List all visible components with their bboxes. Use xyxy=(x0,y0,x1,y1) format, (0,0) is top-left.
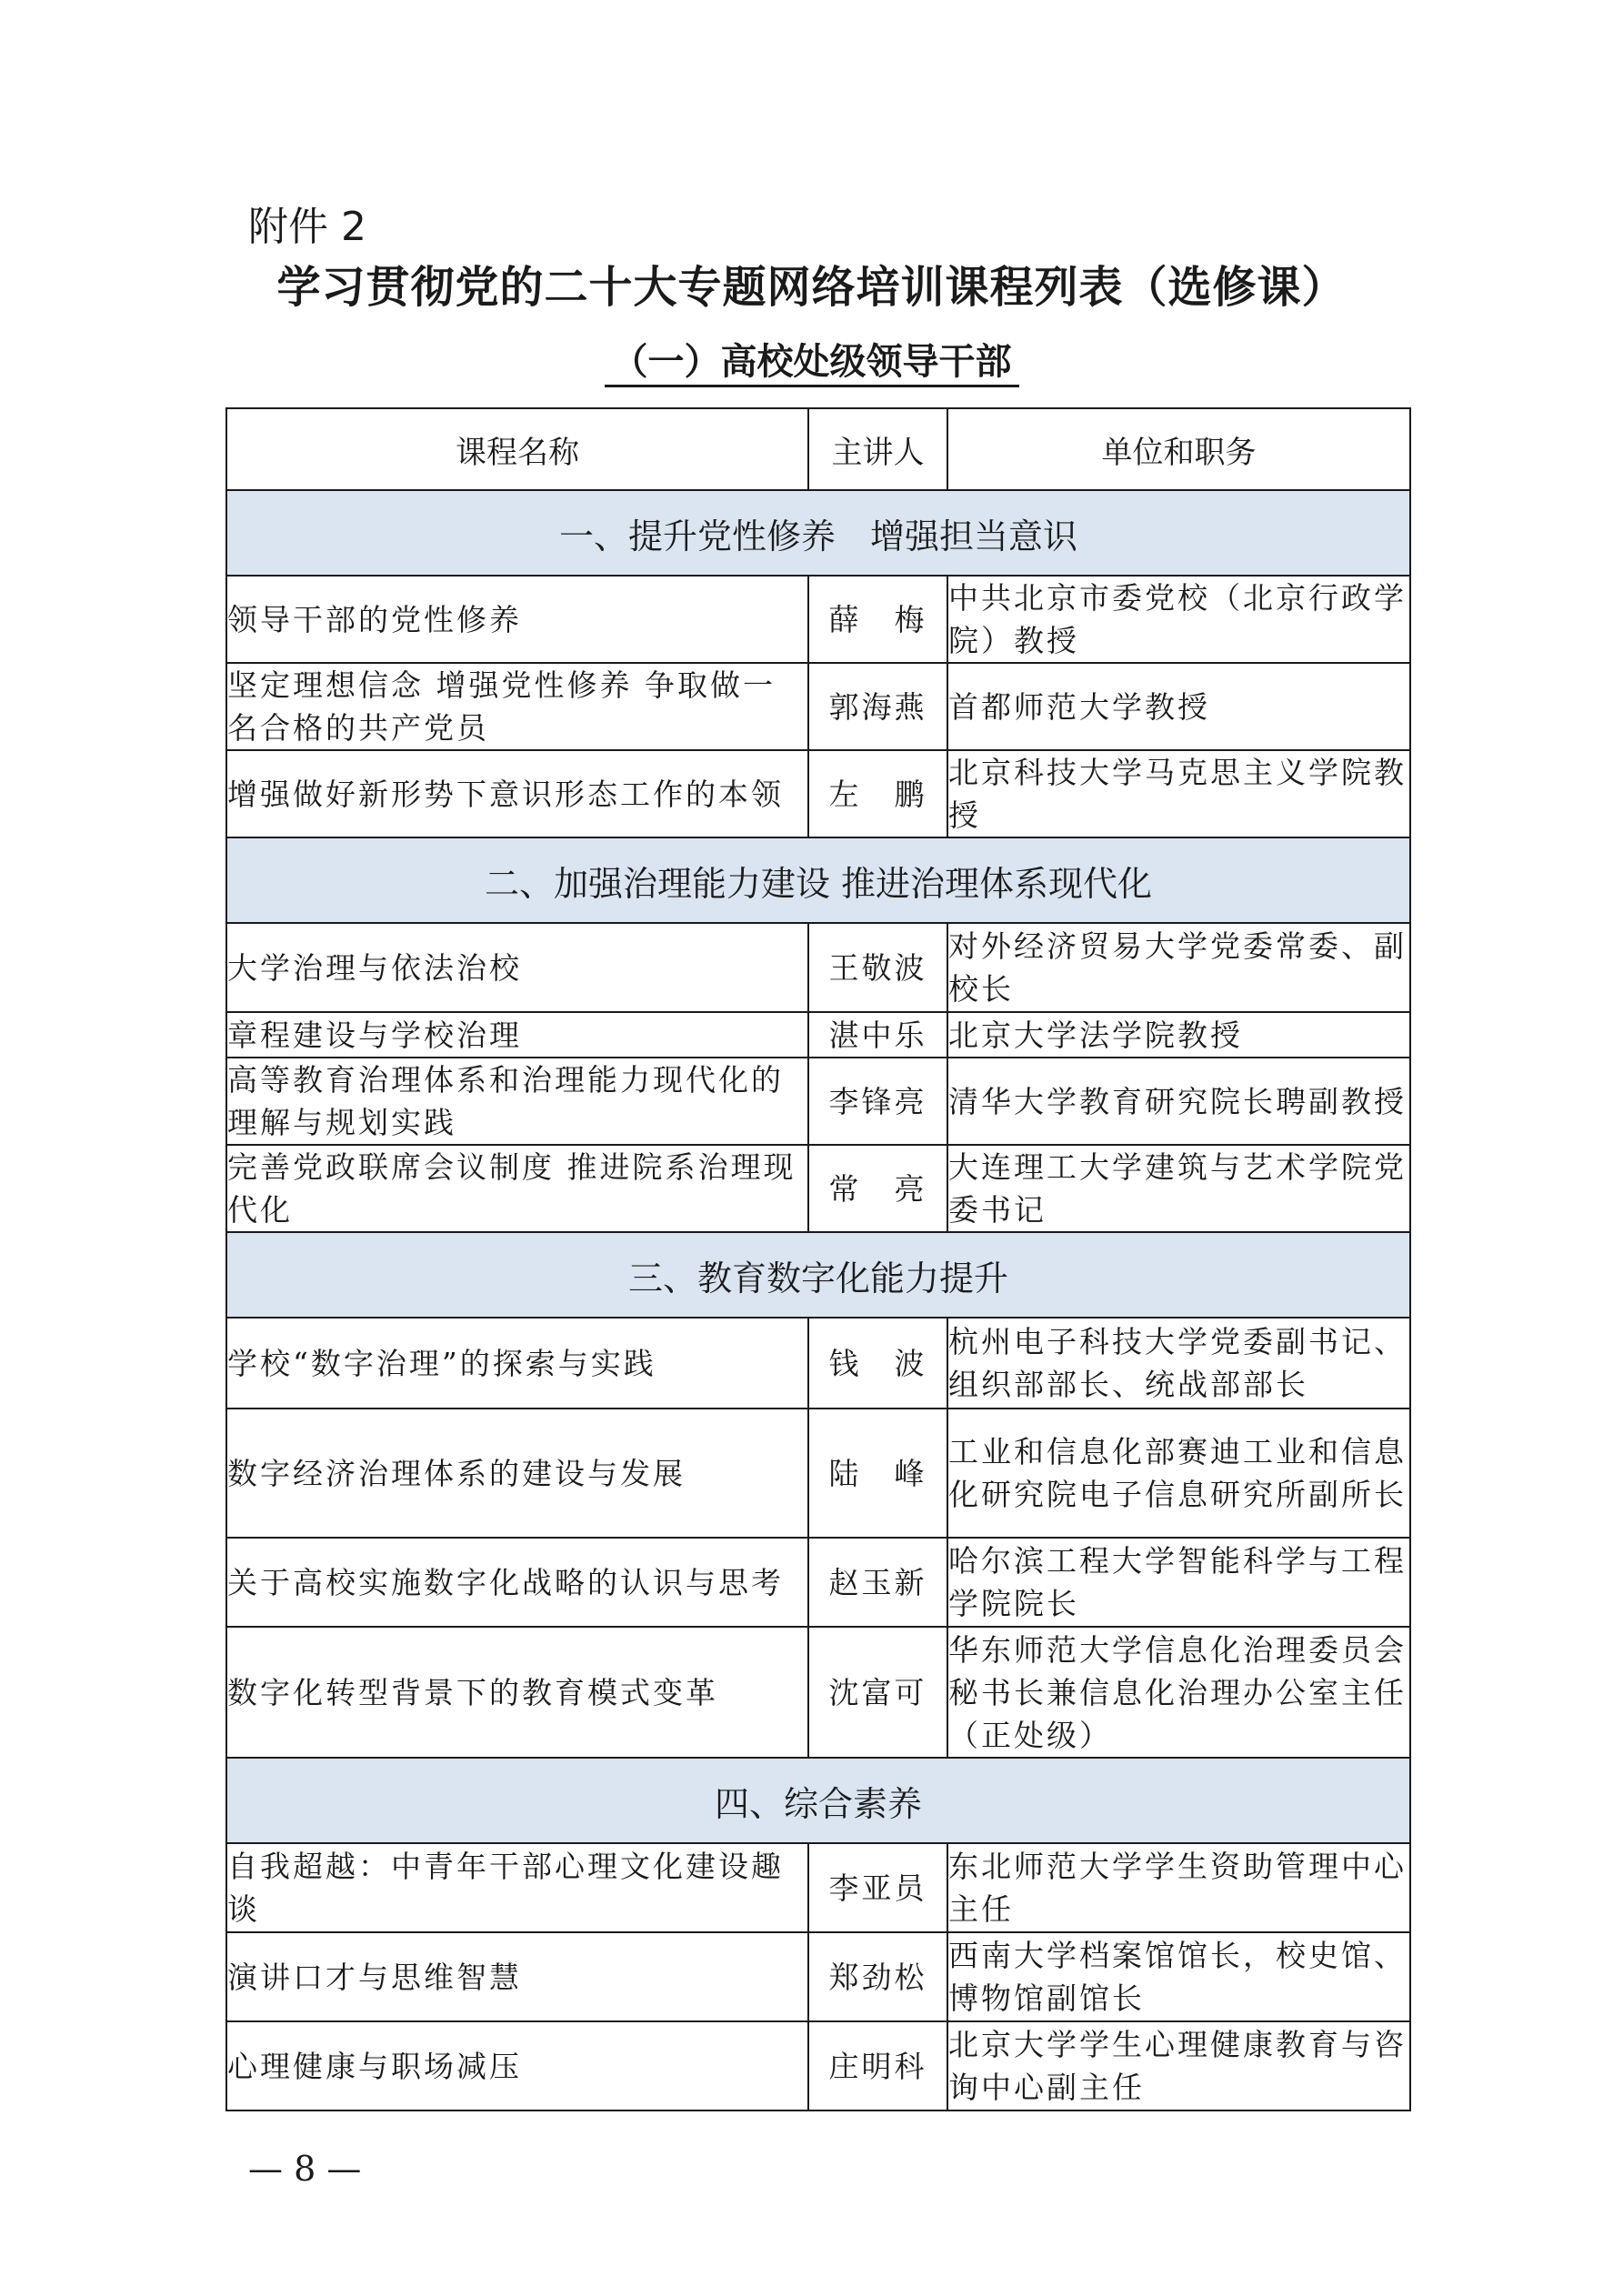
speaker-cell: 陆 峰 xyxy=(808,1409,947,1538)
speaker-cell: 常 亮 xyxy=(808,1145,947,1232)
course-name-cell: 心理健康与职场减压 xyxy=(226,2021,808,2111)
speaker-cell: 钱 波 xyxy=(808,1318,947,1409)
table-row xyxy=(226,663,1410,750)
course-name-cell: 数字经济治理体系的建设与发展 xyxy=(226,1409,808,1538)
category-label: 二、加强治理能力建设 推进治理体系现代化 xyxy=(226,837,1410,923)
speaker-cell: 薛 梅 xyxy=(808,576,947,663)
table-row xyxy=(226,1538,1410,1627)
speaker-cell: 李亚员 xyxy=(808,1843,947,1932)
speaker-cell: 王敬波 xyxy=(808,923,947,1012)
category-row xyxy=(226,490,1410,576)
course-name-cell: 大学治理与依法治校 xyxy=(226,923,808,1012)
speaker-cell: 李锋亮 xyxy=(808,1058,947,1145)
course-table xyxy=(225,407,1411,2111)
unit-position-cell: 工业和信息化部赛迪工业和信息化研究院电子信息研究所副所长 xyxy=(947,1409,1410,1538)
unit-position-cell: 大连理工大学建筑与艺术学院党委书记 xyxy=(947,1145,1410,1232)
table-row xyxy=(226,923,1410,1012)
speaker-cell: 沈富可 xyxy=(808,1627,947,1758)
course-name-cell: 完善党政联席会议制度 推进院系治理现代化 xyxy=(226,1145,808,1232)
section-title xyxy=(0,336,1623,387)
category-row xyxy=(226,1232,1410,1318)
table-row xyxy=(226,750,1410,837)
course-name-cell: 学校“数字治理”的探索与实践 xyxy=(226,1318,808,1409)
speaker-cell: 湛中乐 xyxy=(808,1012,947,1058)
unit-position-cell: 华东师范大学信息化治理委员会秘书长兼信息化治理办公室主任（正处级） xyxy=(947,1627,1410,1758)
speaker-cell: 赵玉新 xyxy=(808,1538,947,1627)
table-row xyxy=(226,1843,1410,1932)
speaker-cell: 庄明科 xyxy=(808,2021,947,2111)
category-row xyxy=(226,1758,1410,1843)
table-row xyxy=(226,2021,1410,2111)
table-row xyxy=(226,1409,1410,1538)
course-name-cell: 关于高校实施数字化战略的认识与思考 xyxy=(226,1538,808,1627)
table-row xyxy=(226,1012,1410,1058)
unit-position-cell: 北京科技大学马克思主义学院教授 xyxy=(947,750,1410,837)
category-label: 三、教育数字化能力提升 xyxy=(226,1232,1410,1318)
course-name-cell: 坚定理想信念 增强党性修养 争取做一名合格的共产党员 xyxy=(226,663,808,750)
table-row xyxy=(226,1932,1410,2021)
document-title: 学习贯彻党的二十大专题网络培训课程列表（选修课） xyxy=(276,262,1347,313)
unit-position-cell: 杭州电子科技大学党委副书记、组织部部长、统战部部长 xyxy=(947,1318,1410,1409)
section-title-text: （一）高校处级领导干部 xyxy=(605,341,1019,387)
category-label: 一、提升党性修养 增强担当意识 xyxy=(226,490,1410,576)
course-name-cell: 增强做好新形势下意识形态工作的本领 xyxy=(226,750,808,837)
unit-position-cell: 清华大学教育研究院长聘副教授 xyxy=(947,1058,1410,1145)
speaker-cell: 郑劲松 xyxy=(808,1932,947,2021)
category-row xyxy=(226,837,1410,923)
unit-position-cell: 西南大学档案馆馆长，校史馆、博物馆副馆长 xyxy=(947,1932,1410,2021)
attachment-label: 附件 2 xyxy=(248,204,366,250)
speaker-cell: 郭海燕 xyxy=(808,663,947,750)
unit-position-cell: 中共北京市委党校（北京行政学院）教授 xyxy=(947,576,1410,663)
table-row xyxy=(226,576,1410,663)
unit-position-cell: 北京大学学生心理健康教育与咨询中心副主任 xyxy=(947,2021,1410,2111)
table-row xyxy=(226,1145,1410,1232)
course-name-cell: 演讲口才与思维智慧 xyxy=(226,1932,808,2021)
course-name-cell: 高等教育治理体系和治理能力现代化的理解与规划实践 xyxy=(226,1058,808,1145)
table-row xyxy=(226,1318,1410,1409)
course-name-cell: 自我超越：中青年干部心理文化建设趣谈 xyxy=(226,1843,808,1932)
unit-position-cell: 哈尔滨工程大学智能科学与工程学院院长 xyxy=(947,1538,1410,1627)
header-course-name: 课程名称 xyxy=(226,408,808,490)
unit-position-cell: 北京大学法学院教授 xyxy=(947,1012,1410,1058)
course-name-cell: 章程建设与学校治理 xyxy=(226,1012,808,1058)
page-number: — 8 — xyxy=(248,2149,362,2189)
header-speaker: 主讲人 xyxy=(808,408,947,490)
speaker-cell: 左 鹏 xyxy=(808,750,947,837)
unit-position-cell: 对外经济贸易大学党委常委、副校长 xyxy=(947,923,1410,1012)
unit-position-cell: 东北师范大学学生资助管理中心主任 xyxy=(947,1843,1410,1932)
category-label: 四、综合素养 xyxy=(226,1758,1410,1843)
course-name-cell: 领导干部的党性修养 xyxy=(226,576,808,663)
table-row xyxy=(226,1058,1410,1145)
course-name-cell: 数字化转型背景下的教育模式变革 xyxy=(226,1627,808,1758)
table-header-row xyxy=(226,408,1410,490)
table-row xyxy=(226,1627,1410,1758)
table-body xyxy=(226,490,1410,2111)
header-unit-position: 单位和职务 xyxy=(947,408,1410,490)
unit-position-cell: 首都师范大学教授 xyxy=(947,663,1410,750)
